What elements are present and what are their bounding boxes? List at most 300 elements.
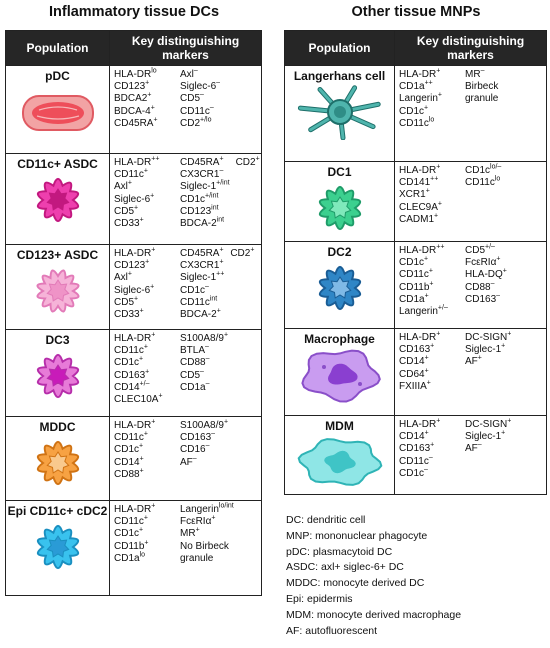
markers-cell xyxy=(395,66,547,162)
inflammatory-dc-table xyxy=(5,30,262,596)
marker-name: CD88 xyxy=(180,357,206,369)
marker-expression: +/int xyxy=(216,180,230,188)
marker xyxy=(180,516,234,528)
marker-expression: + xyxy=(424,355,429,363)
marker xyxy=(399,245,465,257)
marker-expression: + xyxy=(437,92,443,100)
markers-cell xyxy=(395,242,547,329)
marker-name: CD11c xyxy=(180,296,210,308)
marker xyxy=(236,157,260,169)
cd123-asdc-cell-icon xyxy=(13,263,103,319)
marker-expression: – xyxy=(219,167,224,175)
marker xyxy=(399,93,465,105)
population-name: Epi CD11c+ cDC2 xyxy=(7,504,108,518)
marker-name: Siglec-1 xyxy=(180,272,217,284)
marker xyxy=(465,177,501,189)
marker xyxy=(114,469,180,481)
marker-name: CD163 xyxy=(465,293,497,305)
pdc-cell-icon xyxy=(13,84,103,140)
marker-expression: + xyxy=(143,430,148,438)
marker-name: CX3CR1 xyxy=(180,169,220,181)
marker-expression: + xyxy=(223,331,229,339)
marker-name: CX3CR1 xyxy=(180,260,220,272)
marker xyxy=(114,432,180,444)
marker-expression: – xyxy=(205,343,209,351)
marker-name: HLA-DR xyxy=(114,69,152,80)
population-cell xyxy=(6,66,110,154)
marker-expression: +/– xyxy=(485,243,495,251)
marker-expression: + xyxy=(143,343,148,351)
marker-name: CD45RA xyxy=(114,117,154,129)
marker xyxy=(114,394,180,406)
marker-expression: + xyxy=(144,539,149,547)
marker-name: DC-SIGN xyxy=(465,419,508,430)
marker xyxy=(465,356,511,368)
marker xyxy=(180,69,220,81)
marker-expression: + xyxy=(211,514,216,522)
marker-expression: lo xyxy=(139,551,146,559)
marker-name: CD11c xyxy=(399,455,429,467)
marker xyxy=(399,189,465,201)
marker-name: CD1c xyxy=(399,467,425,479)
marker-name: CD11b xyxy=(399,281,430,293)
marker-name: CD1c xyxy=(114,357,140,369)
marker-expression: +/int xyxy=(205,192,219,200)
marker-expression: + xyxy=(150,192,155,200)
marker-column-2 xyxy=(180,504,234,565)
inflammatory-dc-rows xyxy=(6,66,262,596)
mdm-cell-icon xyxy=(295,434,385,490)
marker-expression: + xyxy=(139,216,144,224)
marker-column-1 xyxy=(399,245,465,318)
marker-name: Langerin xyxy=(180,504,219,515)
marker-name: HLA-DQ xyxy=(465,269,503,281)
marker-name: HLA-DR xyxy=(114,420,152,431)
marker-name: CD33 xyxy=(114,218,140,230)
markers-cell xyxy=(110,154,262,245)
marker-column-2 xyxy=(465,69,498,130)
table-row xyxy=(285,162,547,242)
marker-expression: +/lo xyxy=(200,116,212,124)
population-name: CD123+ ASDC xyxy=(16,248,99,262)
marker-expression: lo xyxy=(494,175,501,183)
population-name: DC1 xyxy=(327,165,352,179)
marker-column-1 xyxy=(399,165,465,226)
marker-expression: + xyxy=(139,455,144,463)
marker-name: HLA-DR xyxy=(114,333,152,344)
marker-expression: + xyxy=(501,429,506,437)
abbreviation-item: MDM: monocyte derived macrophage xyxy=(286,608,462,621)
marker-name: AF xyxy=(465,356,478,368)
marker-column-3 xyxy=(236,157,260,230)
table-row xyxy=(285,329,547,416)
marker-expression: + xyxy=(436,67,441,75)
marker-name: CD163 xyxy=(114,369,146,381)
table-row xyxy=(6,330,262,417)
marker-column-2 xyxy=(180,69,220,130)
marker-expression: int xyxy=(216,216,225,224)
marker-name: FcεRIα xyxy=(180,516,212,528)
marker xyxy=(114,309,180,321)
marker xyxy=(114,93,180,105)
marker-name: CD11c xyxy=(114,169,144,181)
marker xyxy=(465,81,498,93)
marker-expression: + xyxy=(437,200,442,208)
marker-expression: + xyxy=(139,467,144,475)
table-row xyxy=(6,66,262,154)
marker-column-2 xyxy=(180,157,230,230)
population-cell xyxy=(6,245,110,330)
population-cell xyxy=(285,242,395,329)
population-name: MDM xyxy=(325,419,354,433)
marker-expression: – xyxy=(211,430,216,438)
marker-name: CD1c xyxy=(465,165,491,176)
marker-column-2 xyxy=(180,420,228,481)
marker-name: CD88 xyxy=(114,468,140,480)
marker xyxy=(114,457,180,469)
abbreviation-item: MNP: mononuclear phagocyte xyxy=(286,529,428,542)
marker xyxy=(114,272,180,284)
marker-expression: ++ xyxy=(216,271,225,279)
marker-column-2 xyxy=(465,165,501,226)
population-name: DC2 xyxy=(327,245,352,259)
population-cell xyxy=(285,66,395,162)
marker-expression: + xyxy=(501,342,506,350)
marker-expression: – xyxy=(477,442,482,450)
marker-name: CD11c xyxy=(180,105,210,117)
marker-expression: + xyxy=(424,255,429,263)
table-header-row xyxy=(285,31,547,66)
marker-expression: + xyxy=(502,268,507,276)
marker-name: CD11b xyxy=(114,540,145,552)
marker-expression: + xyxy=(145,79,150,87)
marker-name: CLEC10A xyxy=(114,394,159,406)
marker-name: CD1c xyxy=(114,528,140,540)
marker xyxy=(465,443,511,455)
marker-name: DC-SIGN xyxy=(465,332,508,343)
population-name: Langerhans cell xyxy=(293,69,386,83)
marker-name: CD163 xyxy=(399,344,431,356)
marker-expression: + xyxy=(430,342,435,350)
marker-expression: + xyxy=(195,527,200,535)
population-cell xyxy=(285,416,395,495)
marker-name: CD1a xyxy=(180,381,206,393)
table-row xyxy=(6,417,262,501)
marker-name: CLEC9A xyxy=(399,201,438,213)
marker-expression: – xyxy=(200,368,204,376)
marker xyxy=(180,382,228,394)
other-mnp-table xyxy=(284,30,547,495)
marker-expression: + xyxy=(223,418,229,426)
marker-expression: + xyxy=(153,116,158,124)
marker-name: HLA-DR xyxy=(114,504,152,515)
markers-cell xyxy=(110,417,262,501)
marker-expression: + xyxy=(507,330,512,338)
marker-column-1 xyxy=(114,333,180,406)
marker-name: CD163 xyxy=(399,443,431,455)
marker-name: CD5 xyxy=(465,245,486,256)
marker-expression: + xyxy=(219,246,224,254)
population-cell xyxy=(6,417,110,501)
marker-name: CD45RA xyxy=(180,248,220,259)
marker-name: BDCA-2 xyxy=(180,309,217,321)
marker-expression: +/– xyxy=(139,380,150,388)
marker xyxy=(230,248,254,260)
marker-name: CD123 xyxy=(114,260,146,272)
marker-expression: + xyxy=(134,204,139,212)
marker xyxy=(180,432,228,444)
marker-name: CD14 xyxy=(399,431,425,443)
marker-column-1 xyxy=(399,419,465,480)
markers-cell xyxy=(395,329,547,416)
marker xyxy=(114,345,180,357)
marker-name: CD11c xyxy=(399,269,429,281)
marker-name: CD5 xyxy=(180,369,201,381)
marker xyxy=(114,541,180,553)
mddc-cell-icon xyxy=(13,435,103,491)
marker-column-1 xyxy=(399,69,465,130)
marker-name: Siglec-6 xyxy=(114,284,151,296)
marker xyxy=(399,356,465,368)
marker-expression: – xyxy=(209,104,214,112)
marker xyxy=(180,504,234,516)
marker-name: CD1c xyxy=(399,257,425,269)
marker-column-1 xyxy=(114,420,180,481)
marker-column-2 xyxy=(465,332,511,393)
marker xyxy=(114,260,180,272)
marker-name: FXIIIA xyxy=(399,380,427,392)
dc1-cell-icon xyxy=(295,180,385,236)
marker-expression: + xyxy=(158,392,163,400)
marker xyxy=(399,369,465,381)
marker-name: BDCA2 xyxy=(114,93,148,105)
marker xyxy=(114,553,180,565)
other-mnp-rows xyxy=(285,66,547,495)
marker-name: Siglec-6 xyxy=(114,193,151,205)
marker-expression: – xyxy=(205,356,210,364)
marker xyxy=(180,285,224,297)
markers-cell xyxy=(110,501,262,596)
marker-name: CD14 xyxy=(114,456,140,468)
marker xyxy=(399,419,465,431)
marker-name: CD88 xyxy=(465,281,491,293)
marker-expression: int xyxy=(211,204,219,212)
header-markers-line2: markers xyxy=(162,48,209,62)
marker-expression: + xyxy=(216,307,221,315)
marker xyxy=(399,214,465,226)
marker-expression: + xyxy=(436,417,441,425)
marker-name: CD14 xyxy=(399,356,425,368)
marker-column-3 xyxy=(230,248,254,321)
marker xyxy=(180,248,224,260)
table-header-row xyxy=(6,31,262,66)
marker xyxy=(399,294,465,306)
marker-expression: + xyxy=(428,268,433,276)
marker xyxy=(399,177,465,189)
marker xyxy=(465,245,507,257)
dc2-cell-icon xyxy=(295,260,385,316)
marker-expression: + xyxy=(424,292,429,300)
left-panel-title: Inflammatory tissue DCs xyxy=(48,4,220,20)
marker-expression: ++ xyxy=(430,175,439,183)
marker-name: Siglec-6 xyxy=(180,81,217,93)
marker xyxy=(180,357,228,369)
marker xyxy=(180,444,228,456)
marker-name: XCR1 xyxy=(399,189,426,201)
marker xyxy=(399,456,465,468)
marker-name: Langerin xyxy=(399,306,438,318)
marker-expression: + xyxy=(477,355,482,363)
marker xyxy=(114,206,180,218)
markers-cell xyxy=(395,162,547,242)
marker-name: CD16 xyxy=(180,444,206,456)
marker-expression: + xyxy=(496,255,501,263)
marker-expression: + xyxy=(139,527,144,535)
marker-name: HLA-DR xyxy=(114,157,152,168)
population-cell xyxy=(6,154,110,245)
abbreviation-item: ASDC: axl+ siglec-6+ DC xyxy=(286,561,404,574)
marker-name: HLA-DR xyxy=(114,248,152,259)
marker-name: CD1c xyxy=(399,105,425,117)
dc3-cell-icon xyxy=(13,348,103,404)
marker-expression: + xyxy=(147,92,152,100)
marker xyxy=(114,118,180,130)
marker-name: CD5 xyxy=(114,205,135,217)
marker xyxy=(180,457,228,469)
marker xyxy=(114,285,180,297)
population-name: DC3 xyxy=(45,333,70,347)
marker-column-1 xyxy=(114,248,180,321)
marker-expression: + xyxy=(434,212,439,220)
marker-expression: – xyxy=(216,79,221,87)
marker-expression: + xyxy=(151,246,156,254)
marker-column-1 xyxy=(399,332,465,393)
header-markers-line1: Key distinguishing xyxy=(131,34,240,48)
marker-expression: – xyxy=(428,454,433,462)
marker-expression: – xyxy=(205,443,210,451)
marker xyxy=(114,194,180,206)
header-population: Population xyxy=(6,31,110,66)
population-cell xyxy=(6,501,110,596)
marker-name: granule xyxy=(465,93,499,105)
marker-expression: + xyxy=(150,283,155,291)
marker-name: BDCA-2 xyxy=(180,218,217,230)
marker-expression: ++ xyxy=(436,243,445,251)
marker-name: CD14 xyxy=(114,381,140,393)
marker-name: granule xyxy=(180,552,214,564)
population-name: Macrophage xyxy=(304,332,375,346)
epi-cdc2-cell-icon xyxy=(13,519,103,575)
marker-name: No Birbeck xyxy=(180,540,229,552)
population-cell xyxy=(285,162,395,242)
marker-name: MR xyxy=(465,69,481,80)
table-row xyxy=(285,66,547,162)
marker-expression: + xyxy=(424,367,429,375)
marker xyxy=(399,468,465,480)
marker-name: Axl xyxy=(114,272,128,284)
marker xyxy=(180,370,228,382)
marker xyxy=(180,194,230,206)
right-panel-title: Other tissue MNPs xyxy=(351,4,481,20)
marker xyxy=(465,344,511,356)
marker-name: CD141 xyxy=(399,177,431,189)
marker xyxy=(465,93,498,105)
marker xyxy=(465,257,507,269)
table-row xyxy=(6,501,262,596)
marker-expression: + xyxy=(151,331,156,339)
marker xyxy=(180,218,230,230)
marker-column-2 xyxy=(180,333,228,406)
marker xyxy=(114,516,180,528)
marker-name: CD5 xyxy=(114,296,135,308)
marker-name: CD11c xyxy=(465,177,495,189)
population-name: MDDC xyxy=(39,420,76,434)
abbreviation-item: MDDC: monocyte derived DC xyxy=(286,577,425,590)
marker xyxy=(114,106,180,118)
marker-name: CD2 xyxy=(235,157,256,168)
marker-name: CD1a xyxy=(399,81,425,93)
markers-cell xyxy=(395,416,547,495)
marker-name: CD5 xyxy=(180,93,201,105)
header-population: Population xyxy=(285,31,395,66)
marker-expression: ++ xyxy=(151,155,160,163)
header-markers-line2: markers xyxy=(447,48,494,62)
marker-name: BDCA-4 xyxy=(114,105,151,117)
marker-name: Axl xyxy=(180,69,194,80)
marker-expression: lo/int xyxy=(218,502,234,510)
marker xyxy=(180,553,234,565)
marker xyxy=(399,202,465,214)
marker-expression: + xyxy=(219,155,224,163)
table-row xyxy=(285,242,547,329)
marker-expression: + xyxy=(255,155,260,163)
marker xyxy=(114,218,180,230)
table-row xyxy=(6,154,262,245)
marker xyxy=(114,169,180,181)
marker-expression: – xyxy=(480,67,485,75)
marker-expression: + xyxy=(424,429,429,437)
marker-name: HLA-DR xyxy=(399,419,437,430)
marker xyxy=(180,309,224,321)
marker xyxy=(465,294,507,306)
marker xyxy=(180,93,220,105)
marker-expression: + xyxy=(219,258,224,266)
marker-expression: + xyxy=(145,368,150,376)
population-cell xyxy=(6,330,110,417)
marker xyxy=(399,81,465,93)
marker-name: CD45RA xyxy=(180,157,220,168)
marker-name: CD163 xyxy=(180,432,212,444)
marker-expression: + xyxy=(145,258,150,266)
marker-name: CD2 xyxy=(180,117,201,129)
marker xyxy=(399,306,465,318)
header-markers-line1: Key distinguishing xyxy=(416,34,525,48)
marker-name: CD1a xyxy=(114,552,140,564)
marker-expression: + xyxy=(127,180,132,188)
marker-expression: lo/– xyxy=(490,163,502,171)
marker xyxy=(114,382,180,394)
marker-column-1 xyxy=(114,69,180,130)
marker-name: Langerin xyxy=(399,93,438,105)
marker xyxy=(114,444,180,456)
marker-expression: + xyxy=(424,104,429,112)
marker-name: HLA-DR xyxy=(399,332,437,343)
marker-expression: ++ xyxy=(424,79,433,87)
marker xyxy=(399,344,465,356)
marker-name: CD11c xyxy=(399,117,429,129)
marker-name: CD123 xyxy=(180,205,212,217)
marker-name: CD11c xyxy=(114,345,144,357)
